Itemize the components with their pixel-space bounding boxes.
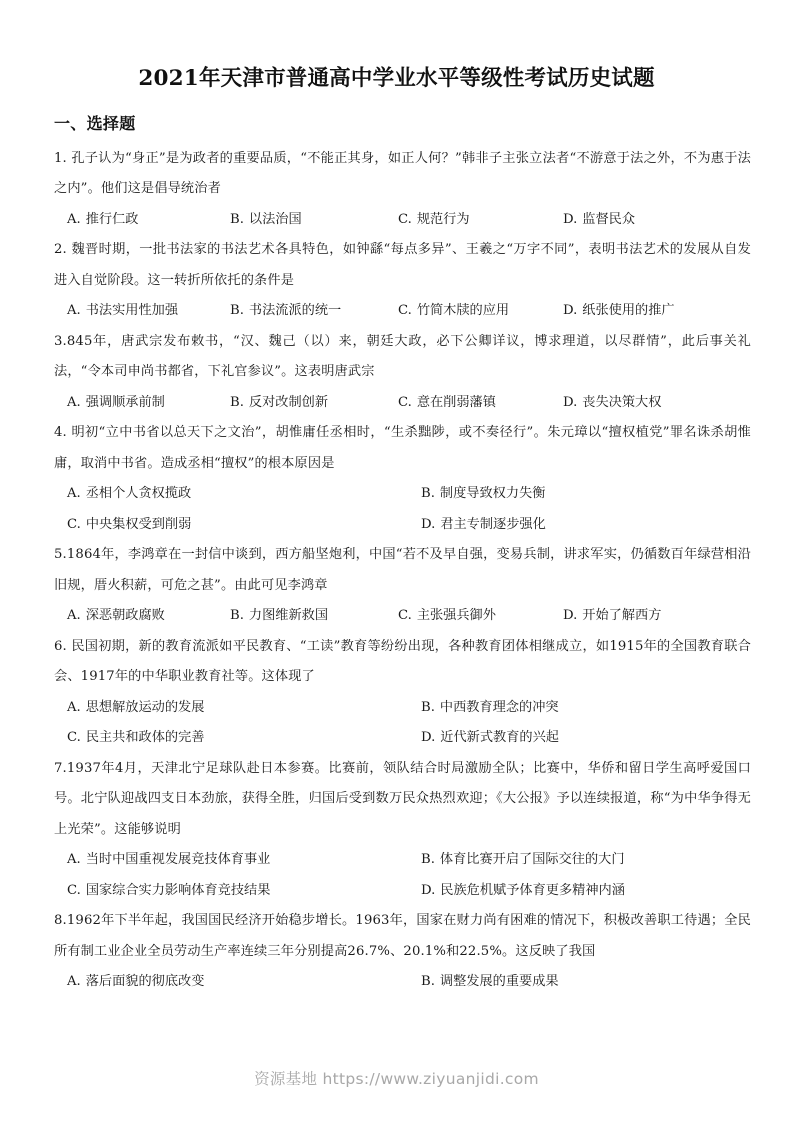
option-d[interactable] bbox=[563, 388, 661, 419]
question-item bbox=[40, 144, 753, 236]
question-item bbox=[40, 327, 753, 419]
option-text: 书法流派的统一 bbox=[248, 303, 342, 319]
option-letter: D. bbox=[421, 882, 436, 898]
option-group bbox=[40, 601, 753, 632]
option-text: 丞相个人贪权揽政 bbox=[85, 486, 192, 502]
option-text: 丧失决策大权 bbox=[582, 394, 662, 410]
option-text: 制度导致权力失衡 bbox=[439, 486, 546, 502]
option-letter: C. bbox=[398, 394, 412, 410]
option-text: 监督民众 bbox=[582, 211, 636, 227]
question-list bbox=[40, 134, 753, 998]
option-text: 纸张使用的推广 bbox=[582, 303, 675, 319]
option-text: 民族危机赋予体育更多精神内涵 bbox=[440, 882, 625, 898]
option-text: 书法实用性加强 bbox=[85, 303, 179, 319]
option-text: 调整发展的重要成果 bbox=[439, 974, 559, 990]
option-group bbox=[40, 967, 753, 998]
option-text: 以法治国 bbox=[248, 211, 302, 227]
option-group bbox=[40, 693, 753, 754]
question-stem: 6. 民国初期，新的教育流派如平民教育、“工读”教育等纷纷出现，各种教育团体相继成立，如1915年的全国教育联合会、1917年的中华职业教育社等。这体现了 bbox=[54, 638, 751, 685]
question-item bbox=[40, 754, 753, 907]
question-item bbox=[40, 418, 753, 540]
option-letter: C. bbox=[398, 608, 412, 624]
option-text: 竹简木牍的应用 bbox=[416, 303, 510, 319]
option-letter: B. bbox=[421, 852, 435, 868]
option-a[interactable] bbox=[67, 601, 230, 632]
option-text: 君主专制逐步强化 bbox=[440, 516, 546, 532]
option-letter: B. bbox=[230, 303, 244, 319]
option-letter: A. bbox=[67, 608, 81, 624]
option-letter: A. bbox=[67, 486, 81, 502]
option-letter: A. bbox=[67, 303, 81, 319]
question-stem: 3.845年，唐武宗发布敕书，“汉、魏己（以）来，朝廷大政，必下公卿详议，博求理道，以尽群情”，此后事关礼法，“令本司申尚书都省，下礼官参议”。这表明唐武宗 bbox=[54, 333, 751, 380]
option-d[interactable] bbox=[563, 601, 661, 632]
option-text: 中央集权受到削弱 bbox=[85, 516, 192, 532]
option-b[interactable] bbox=[421, 479, 753, 510]
option-group bbox=[40, 479, 753, 540]
option-text: 当时中国重视发展竞技体育事业 bbox=[85, 852, 271, 868]
question-item bbox=[40, 235, 753, 327]
option-letter: B. bbox=[421, 486, 435, 502]
option-letter: C. bbox=[398, 211, 412, 227]
option-letter: C. bbox=[67, 882, 81, 898]
option-a[interactable] bbox=[67, 296, 230, 327]
option-text: 推行仁政 bbox=[85, 211, 139, 227]
option-b[interactable] bbox=[230, 388, 398, 419]
option-text: 深恶朝政腐败 bbox=[85, 608, 165, 624]
option-group bbox=[40, 296, 753, 327]
option-text: 意在削弱藩镇 bbox=[416, 394, 496, 410]
option-b[interactable] bbox=[421, 967, 753, 998]
option-letter: D. bbox=[421, 516, 436, 532]
option-letter: A. bbox=[67, 211, 81, 227]
watermark: 资源基地 https://www.ziyuanjidi.com bbox=[254, 1070, 539, 1088]
option-letter: B. bbox=[230, 608, 244, 624]
option-text: 力图维新救国 bbox=[248, 608, 329, 624]
question-stem: 1. 孔子认为“身正”是为政者的重要品质，“不能正其身，如正人何？”韩非子主张立法者“不游意于法之外，不为惠于法之内”。他们这是倡导统治者 bbox=[54, 150, 751, 197]
option-c[interactable] bbox=[398, 296, 563, 327]
option-group bbox=[40, 845, 753, 906]
page-title: 2021年天津市普通高中学业水平等级性考试历史试题 bbox=[138, 66, 655, 91]
section-heading: 一、选择题 bbox=[54, 113, 136, 133]
option-letter: B. bbox=[421, 699, 435, 715]
option-c[interactable] bbox=[398, 601, 563, 632]
option-text: 开始了解西方 bbox=[582, 608, 662, 624]
option-group bbox=[40, 205, 753, 236]
question-stem: 5.1864年，李鸿章在一封信中谈到，西方船坚炮利，中国“若不及早自强，变易兵制，讲求军实，仍循数百年绿营相沿旧规，厝火积薪，可危之甚”。由此可见李鸿章 bbox=[54, 547, 751, 593]
option-a[interactable] bbox=[67, 205, 230, 236]
option-d[interactable] bbox=[563, 205, 635, 236]
question-item bbox=[40, 906, 753, 998]
option-text: 反对改制创新 bbox=[248, 394, 329, 410]
question-stem: 8.1962年下半年起，我国国民经济开始稳步增长。1963年，国家在财力尚有困难的情况下，积极改善职工待遇；全民所有制工业企业全员劳动生产率连续三年分别提高26.7%、20.1%和22.5%。这反映了我国 bbox=[54, 913, 751, 959]
option-letter: A. bbox=[67, 394, 81, 410]
option-letter: A. bbox=[67, 699, 81, 715]
question-item bbox=[40, 632, 753, 754]
option-group bbox=[40, 388, 753, 419]
option-letter: B. bbox=[230, 394, 244, 410]
option-text: 中西教育理念的冲突 bbox=[439, 699, 559, 715]
option-b[interactable] bbox=[230, 296, 398, 327]
option-letter: B. bbox=[421, 974, 435, 990]
option-text: 近代新式教育的兴起 bbox=[440, 730, 559, 746]
option-c[interactable] bbox=[67, 510, 421, 541]
question-item bbox=[40, 540, 753, 632]
option-text: 规范行为 bbox=[416, 211, 470, 227]
option-text: 国家综合实力影响体育竞技结果 bbox=[85, 882, 271, 898]
option-text: 体育比赛开启了国际交往的大门 bbox=[439, 852, 625, 868]
option-letter: B. bbox=[230, 211, 244, 227]
option-b[interactable] bbox=[421, 845, 753, 876]
option-letter: C. bbox=[67, 730, 81, 746]
question-stem: 2. 魏晋时期，一批书法家的书法艺术各具特色，如钟繇“每点多异”、王羲之“万字不同”，表明书法艺术的发展从自发进入自觉阶段。这一转折所依托的条件是 bbox=[54, 242, 751, 288]
option-d[interactable] bbox=[563, 296, 675, 327]
option-letter: A. bbox=[67, 852, 81, 868]
option-a[interactable] bbox=[67, 388, 230, 419]
option-letter: D. bbox=[563, 303, 578, 319]
option-a[interactable] bbox=[67, 479, 421, 510]
option-letter: D. bbox=[563, 394, 578, 410]
option-d[interactable] bbox=[421, 510, 753, 541]
option-a[interactable] bbox=[67, 845, 421, 876]
option-a[interactable] bbox=[67, 967, 421, 998]
option-text: 主张强兵御外 bbox=[416, 608, 496, 624]
option-letter: A. bbox=[67, 974, 81, 990]
option-text: 落后面貌的彻底改变 bbox=[85, 974, 205, 990]
option-d[interactable] bbox=[421, 876, 753, 907]
option-text: 思想解放运动的发展 bbox=[85, 699, 205, 715]
question-stem: 4. 明初“立中书省以总天下之文治”，胡惟庸任丞相时，“生杀黜陟，或不奏径行”。朱元璋以“擅权植党”罪名诛杀胡惟庸，取消中书省。造成丞相“擅权”的根本原因是 bbox=[54, 425, 751, 471]
option-text: 民主共和政体的完善 bbox=[85, 730, 205, 746]
option-letter: C. bbox=[67, 516, 81, 532]
option-c[interactable] bbox=[67, 723, 421, 754]
option-c[interactable] bbox=[67, 876, 421, 907]
option-c[interactable] bbox=[398, 388, 563, 419]
option-text: 强调顺承前制 bbox=[85, 394, 165, 410]
option-b[interactable] bbox=[421, 693, 753, 724]
option-b[interactable] bbox=[230, 601, 398, 632]
option-a[interactable] bbox=[67, 693, 421, 724]
option-letter: D. bbox=[563, 608, 578, 624]
option-b[interactable] bbox=[230, 205, 398, 236]
option-d[interactable] bbox=[421, 723, 753, 754]
option-c[interactable] bbox=[398, 205, 563, 236]
option-letter: C. bbox=[398, 303, 412, 319]
option-letter: D. bbox=[563, 211, 578, 227]
option-letter: D. bbox=[421, 730, 436, 746]
question-stem: 7.1937年4月，天津北宁足球队赴日本参赛。比赛前，领队结合时局激励全队；比赛中，华侨和留日学生高呼爱国口号。北宁队迎战四支日本劲旅，获得全胜，归国后受到数万民众热烈欢迎；《大公报》予以连续报道，称“为中华争得无上光荣”。这能够说明 bbox=[54, 760, 751, 837]
